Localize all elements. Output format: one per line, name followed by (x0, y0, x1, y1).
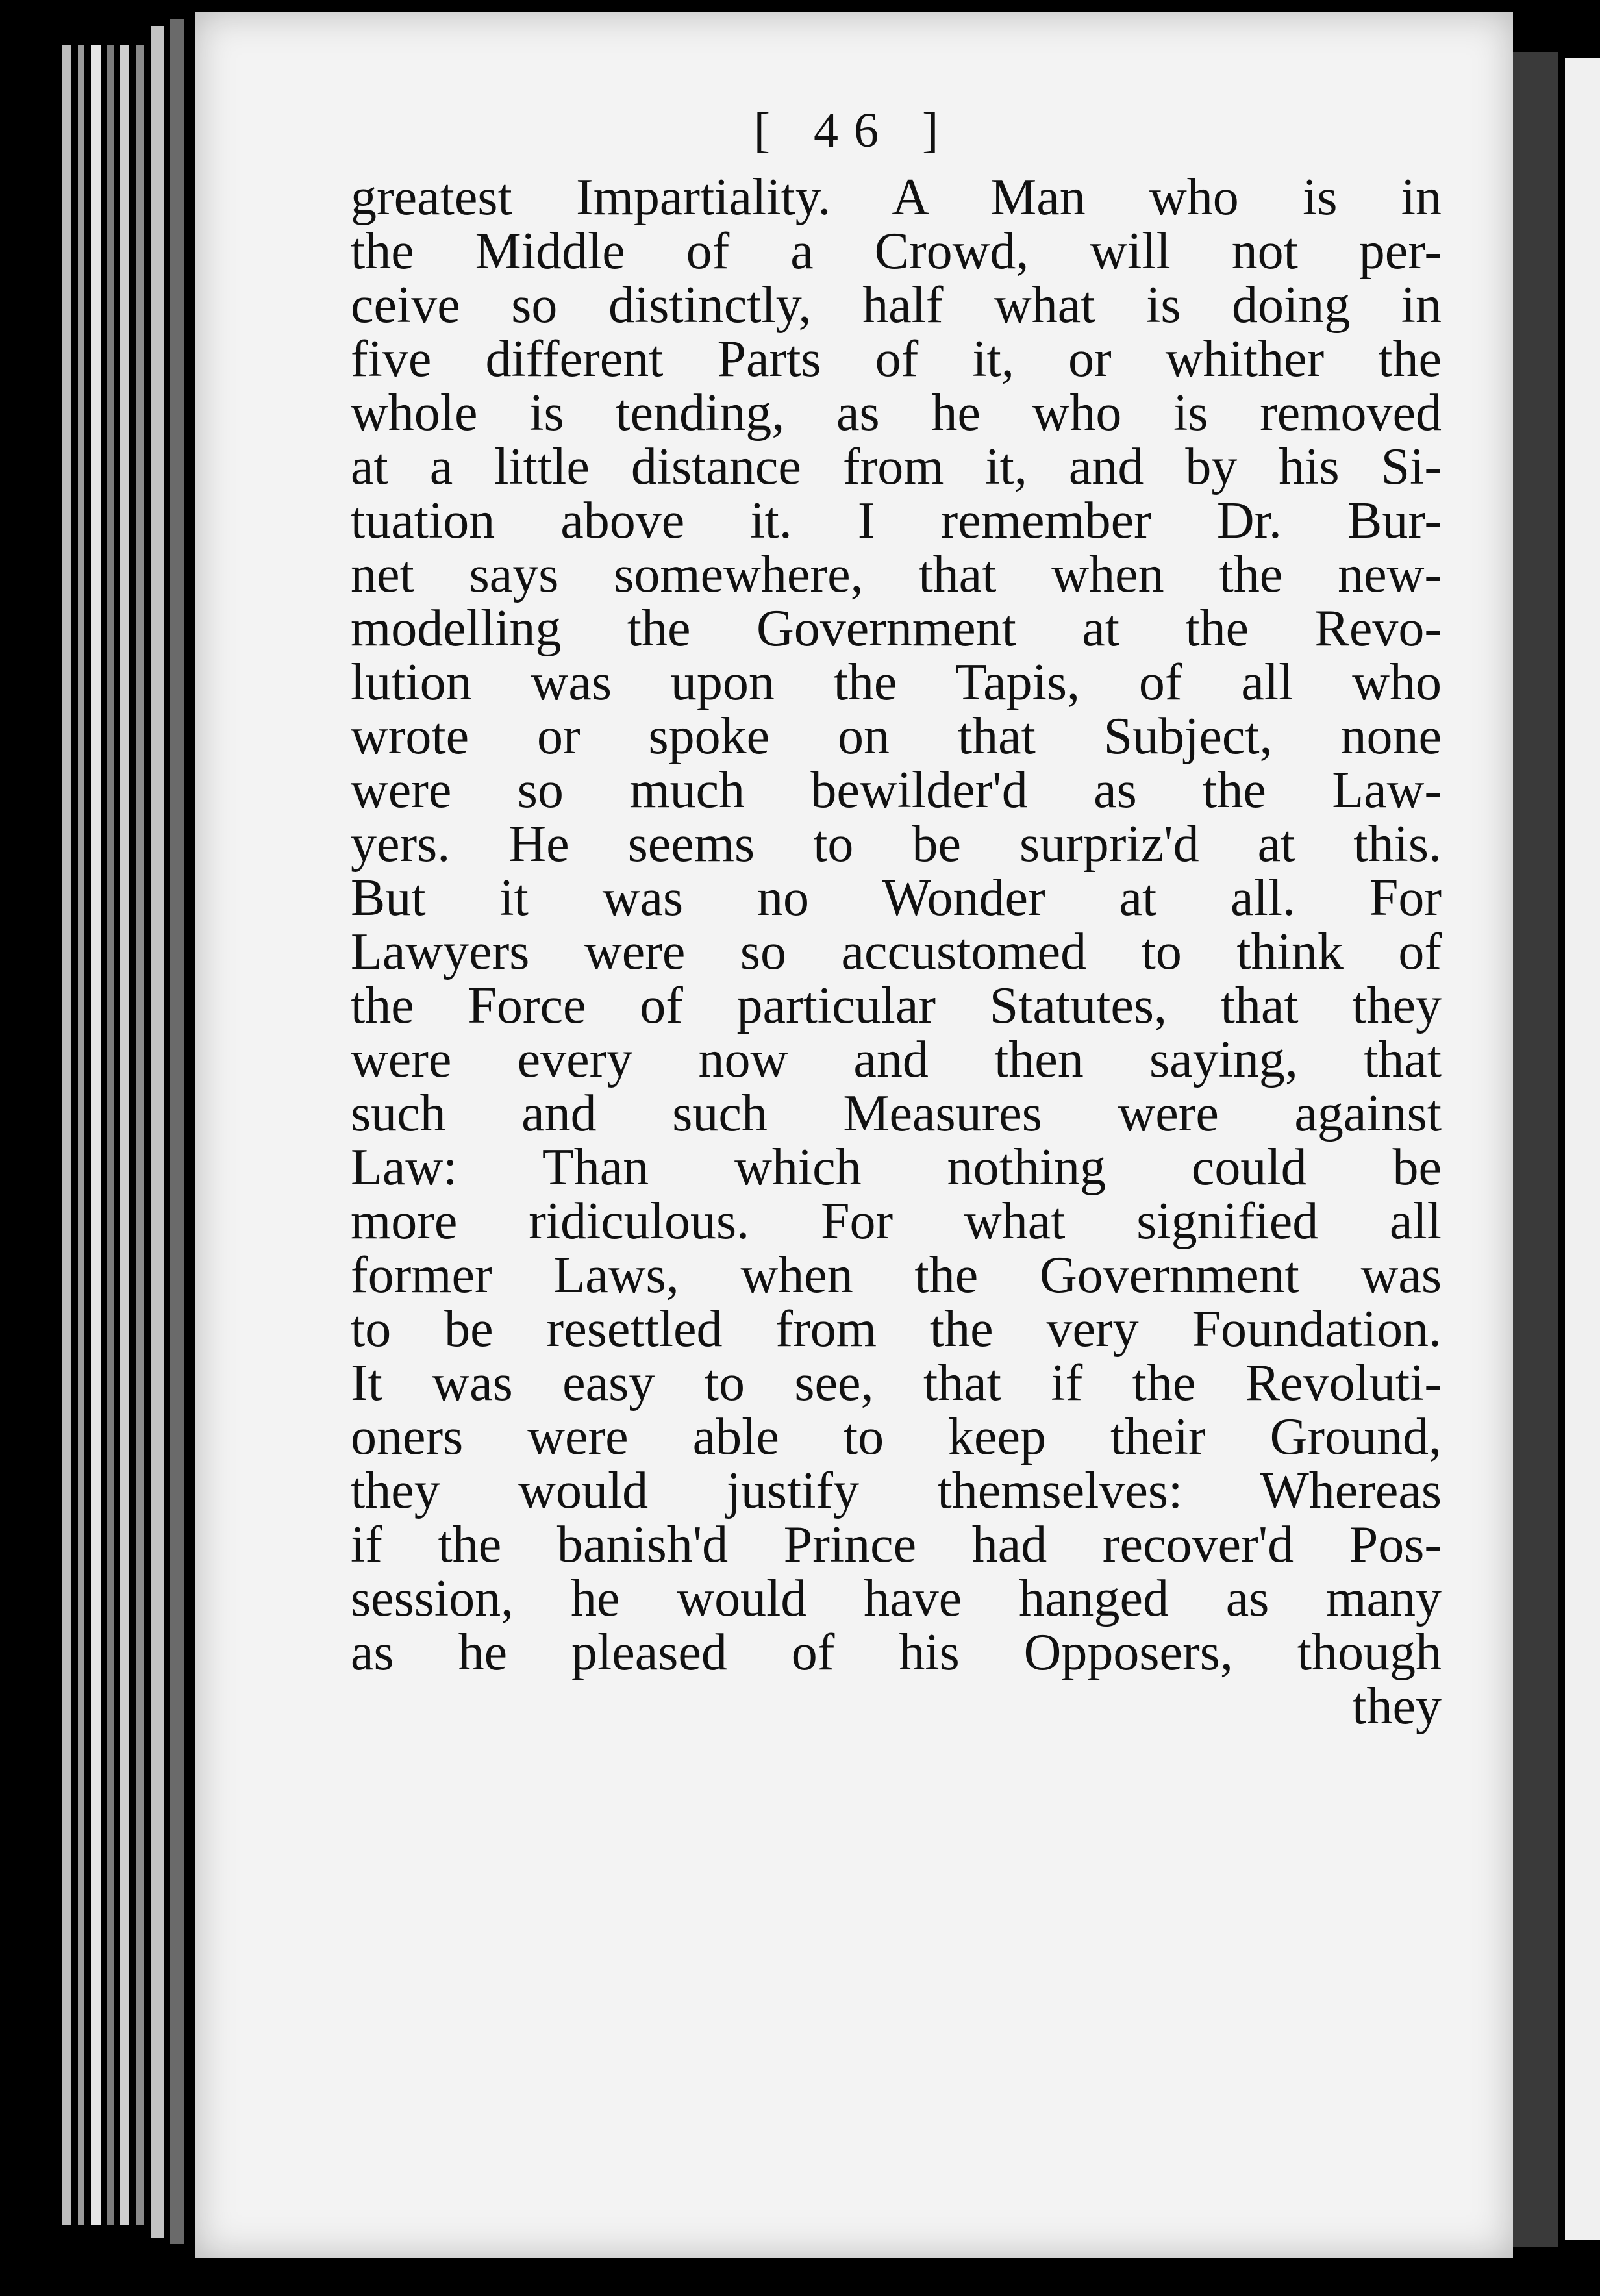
page-edge (170, 19, 184, 2244)
binding-shadow (1513, 52, 1558, 2247)
page-number: [ 46 ] (753, 103, 955, 158)
text-line: at a little distance from it, and by his Si- (351, 438, 1442, 495)
text-line: the Force of particular Statutes, that they (351, 977, 1442, 1034)
text-line: lution was upon the Tapis, of all who (351, 654, 1442, 711)
text-line: the Middle of a Crowd, will not per- (351, 223, 1442, 280)
text-line: were every now and then saying, that (351, 1031, 1442, 1088)
text-line: to be resettled from the very Foundation. (351, 1301, 1442, 1358)
book-page (195, 12, 1513, 2258)
text-line: net says somewhere, that when the new- (351, 546, 1442, 603)
text-line: if the banish'd Prince had recover'd Pos- (351, 1516, 1442, 1573)
text-line: oners were able to keep their Ground, (351, 1408, 1442, 1466)
body-text (351, 171, 1442, 1734)
page-edge (62, 45, 71, 2225)
text-line: as he pleased of his Opposers, though (351, 1624, 1442, 1681)
catchword: they (1352, 1678, 1442, 1735)
page-edge (120, 45, 129, 2225)
text-line: former Laws, when the Government was (351, 1247, 1442, 1304)
text-line: five different Parts of it, or whither the (351, 331, 1442, 388)
text-line: tuation above it. I remember Dr. Bur- (351, 492, 1442, 549)
text-line: more ridiculous. For what signified all (351, 1193, 1442, 1250)
text-line: session, he would have hanged as many (351, 1570, 1442, 1627)
page-edge (136, 45, 144, 2225)
text-line: modelling the Government at the Revo- (351, 600, 1442, 657)
text-line: yers. He seems to be surpriz'd at this. (351, 816, 1442, 873)
text-line: It was easy to see, that if the Revoluti- (351, 1354, 1442, 1412)
text-line: greatest Impartiality. A Man who is in (351, 169, 1442, 226)
text-line: But it was no Wonder at all. For (351, 869, 1442, 927)
text-line: Lawyers were so accustomed to think of (351, 923, 1442, 980)
text-line: ceive so distinctly, half what is doing in (351, 277, 1442, 334)
text-line: such and such Measures were against (351, 1085, 1442, 1142)
page-edge (107, 45, 114, 2225)
text-line: Law: Than which nothing could be (351, 1139, 1442, 1196)
text-line: wrote or spoke on that Subject, none (351, 708, 1442, 765)
facing-page-sliver (1565, 58, 1600, 2240)
text-line: were so much bewilder'd as the Law- (351, 762, 1442, 819)
text-line: they would justify themselves: Whereas (351, 1462, 1442, 1519)
text-line: whole is tending, as he who is removed (351, 384, 1442, 442)
page-edge (151, 26, 164, 2238)
page-edge (78, 45, 84, 2225)
page-edge (91, 45, 101, 2225)
